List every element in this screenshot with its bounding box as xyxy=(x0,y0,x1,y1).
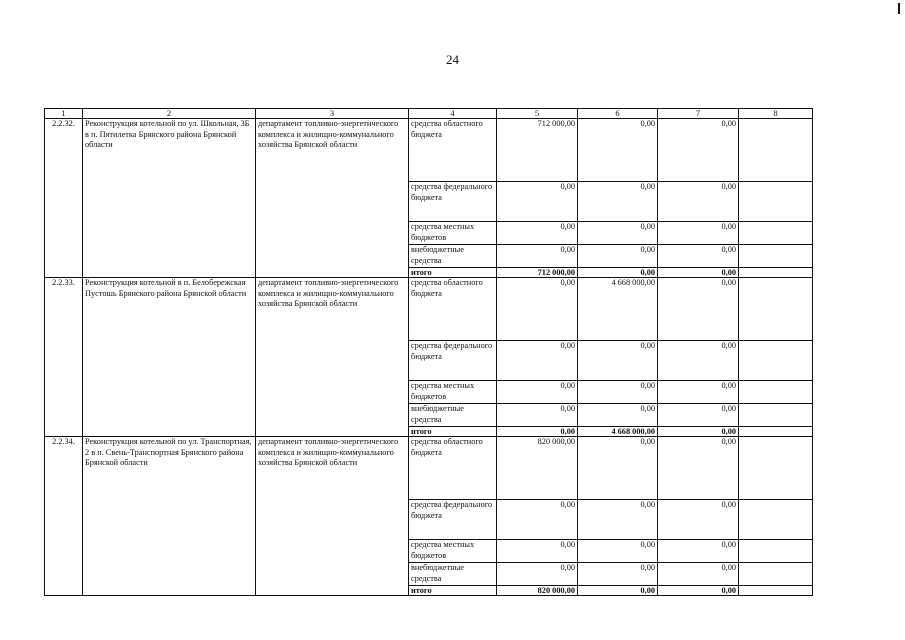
header-cell: 3 xyxy=(256,109,409,119)
page-number: 24 xyxy=(446,52,459,67)
funding-source-cell: средства областного бюджета xyxy=(409,119,497,182)
code-cell: 2.2.32. xyxy=(45,119,83,278)
amount-cell-c6: 4 668 000,00 xyxy=(578,278,658,341)
funding-source-cell: средства федерального бюджета xyxy=(409,500,497,540)
empty-cell-8 xyxy=(739,278,813,341)
amount-cell-c6: 0,00 xyxy=(578,381,658,404)
amount-cell-c5: 820 000,00 xyxy=(497,586,578,596)
header-cell: 7 xyxy=(658,109,739,119)
table-row xyxy=(45,437,813,500)
empty-cell-8 xyxy=(739,245,813,268)
header-cell: 4 xyxy=(409,109,497,119)
amount-cell-c6: 0,00 xyxy=(578,540,658,563)
amount-cell-c6: 0,00 xyxy=(578,245,658,268)
amount-cell-c7: 0,00 xyxy=(658,500,739,540)
funding-source-cell: средства местных бюджетов xyxy=(409,381,497,404)
header-cell: 2 xyxy=(83,109,256,119)
empty-cell-8 xyxy=(739,381,813,404)
funding-source-cell: средства местных бюджетов xyxy=(409,222,497,245)
amount-cell-c5: 0,00 xyxy=(497,563,578,586)
amount-cell-c6: 0,00 xyxy=(578,437,658,500)
amount-cell-c7: 0,00 xyxy=(658,381,739,404)
header-cell: 1 xyxy=(45,109,83,119)
amount-cell-c7: 0,00 xyxy=(658,586,739,596)
code-cell: 2.2.33. xyxy=(45,278,83,437)
amount-cell-c6: 4 668 000,00 xyxy=(578,427,658,437)
department-cell: департамент топливно-энергетического комплекса и жилищно-коммунального хозяйства Брянской области xyxy=(256,119,409,278)
header-cell: 5 xyxy=(497,109,578,119)
page-edge-mark xyxy=(898,3,900,14)
empty-cell-8 xyxy=(739,437,813,500)
amount-cell-c5: 0,00 xyxy=(497,341,578,381)
funding-source-cell: итого xyxy=(409,427,497,437)
amount-cell-c5: 712 000,00 xyxy=(497,119,578,182)
empty-cell-8 xyxy=(739,563,813,586)
amount-cell-c7: 0,00 xyxy=(658,404,739,427)
department-cell: департамент топливно-энергетического комплекса и жилищно-коммунального хозяйства Брянской области xyxy=(256,437,409,596)
table-row xyxy=(45,119,813,182)
amount-cell-c6: 0,00 xyxy=(578,341,658,381)
header-cell: 8 xyxy=(739,109,813,119)
empty-cell-8 xyxy=(739,540,813,563)
amount-cell-c6: 0,00 xyxy=(578,268,658,278)
funding-source-cell: внебюджетные средства xyxy=(409,404,497,427)
empty-cell-8 xyxy=(739,427,813,437)
empty-cell-8 xyxy=(739,586,813,596)
funding-source-cell: итого xyxy=(409,268,497,278)
funding-source-cell: средства федерального бюджета xyxy=(409,341,497,381)
empty-cell-8 xyxy=(739,341,813,381)
amount-cell-c5: 820 000,00 xyxy=(497,437,578,500)
funding-source-cell: средства федерального бюджета xyxy=(409,182,497,222)
amount-cell-c5: 712 000,00 xyxy=(497,268,578,278)
amount-cell-c7: 0,00 xyxy=(658,245,739,268)
amount-cell-c5: 0,00 xyxy=(497,245,578,268)
amount-cell-c6: 0,00 xyxy=(578,119,658,182)
amount-cell-c6: 0,00 xyxy=(578,182,658,222)
header-cell: 6 xyxy=(578,109,658,119)
amount-cell-c5: 0,00 xyxy=(497,404,578,427)
amount-cell-c7: 0,00 xyxy=(658,540,739,563)
funding-source-cell: средства областного бюджета xyxy=(409,437,497,500)
amount-cell-c6: 0,00 xyxy=(578,586,658,596)
amount-cell-c6: 0,00 xyxy=(578,222,658,245)
amount-cell-c5: 0,00 xyxy=(497,540,578,563)
amount-cell-c7: 0,00 xyxy=(658,437,739,500)
amount-cell-c7: 0,00 xyxy=(658,427,739,437)
amount-cell-c7: 0,00 xyxy=(658,268,739,278)
funding-source-cell: внебюджетные средства xyxy=(409,245,497,268)
amount-cell-c5: 0,00 xyxy=(497,500,578,540)
empty-cell-8 xyxy=(739,119,813,182)
amount-cell-c7: 0,00 xyxy=(658,278,739,341)
amount-cell-c7: 0,00 xyxy=(658,182,739,222)
amount-cell-c7: 0,00 xyxy=(658,119,739,182)
funding-source-cell: внебюджетные средства xyxy=(409,563,497,586)
empty-cell-8 xyxy=(739,404,813,427)
description-cell: Реконструкция котельной в п. Белобережская Пустошь Брянского района Брянской области xyxy=(83,278,256,437)
funding-source-cell: итого xyxy=(409,586,497,596)
amount-cell-c7: 0,00 xyxy=(658,222,739,245)
description-cell: Реконструкция котельной по ул. Транспортная, 2 в п. Свень-Транспортная Брянского района Брянской области xyxy=(83,437,256,596)
amount-cell-c6: 0,00 xyxy=(578,500,658,540)
amount-cell-c5: 0,00 xyxy=(497,278,578,341)
description-cell: Реконструкция котельной по ул. Школьная, 3Б в п. Пятилетка Брянского района Брянской области xyxy=(83,119,256,278)
funding-source-cell: средства областного бюджета xyxy=(409,278,497,341)
amount-cell-c5: 0,00 xyxy=(497,182,578,222)
program-table xyxy=(44,108,813,596)
amount-cell-c7: 0,00 xyxy=(658,341,739,381)
table-row xyxy=(45,278,813,341)
amount-cell-c5: 0,00 xyxy=(497,381,578,404)
empty-cell-8 xyxy=(739,182,813,222)
empty-cell-8 xyxy=(739,222,813,245)
empty-cell-8 xyxy=(739,500,813,540)
department-cell: департамент топливно-энергетического комплекса и жилищно-коммунального хозяйства Брянской области xyxy=(256,278,409,437)
amount-cell-c6: 0,00 xyxy=(578,404,658,427)
empty-cell-8 xyxy=(739,268,813,278)
amount-cell-c5: 0,00 xyxy=(497,222,578,245)
amount-cell-c7: 0,00 xyxy=(658,563,739,586)
amount-cell-c5: 0,00 xyxy=(497,427,578,437)
column-number-row xyxy=(45,109,813,119)
funding-source-cell: средства местных бюджетов xyxy=(409,540,497,563)
code-cell: 2.2.34. xyxy=(45,437,83,596)
amount-cell-c6: 0,00 xyxy=(578,563,658,586)
